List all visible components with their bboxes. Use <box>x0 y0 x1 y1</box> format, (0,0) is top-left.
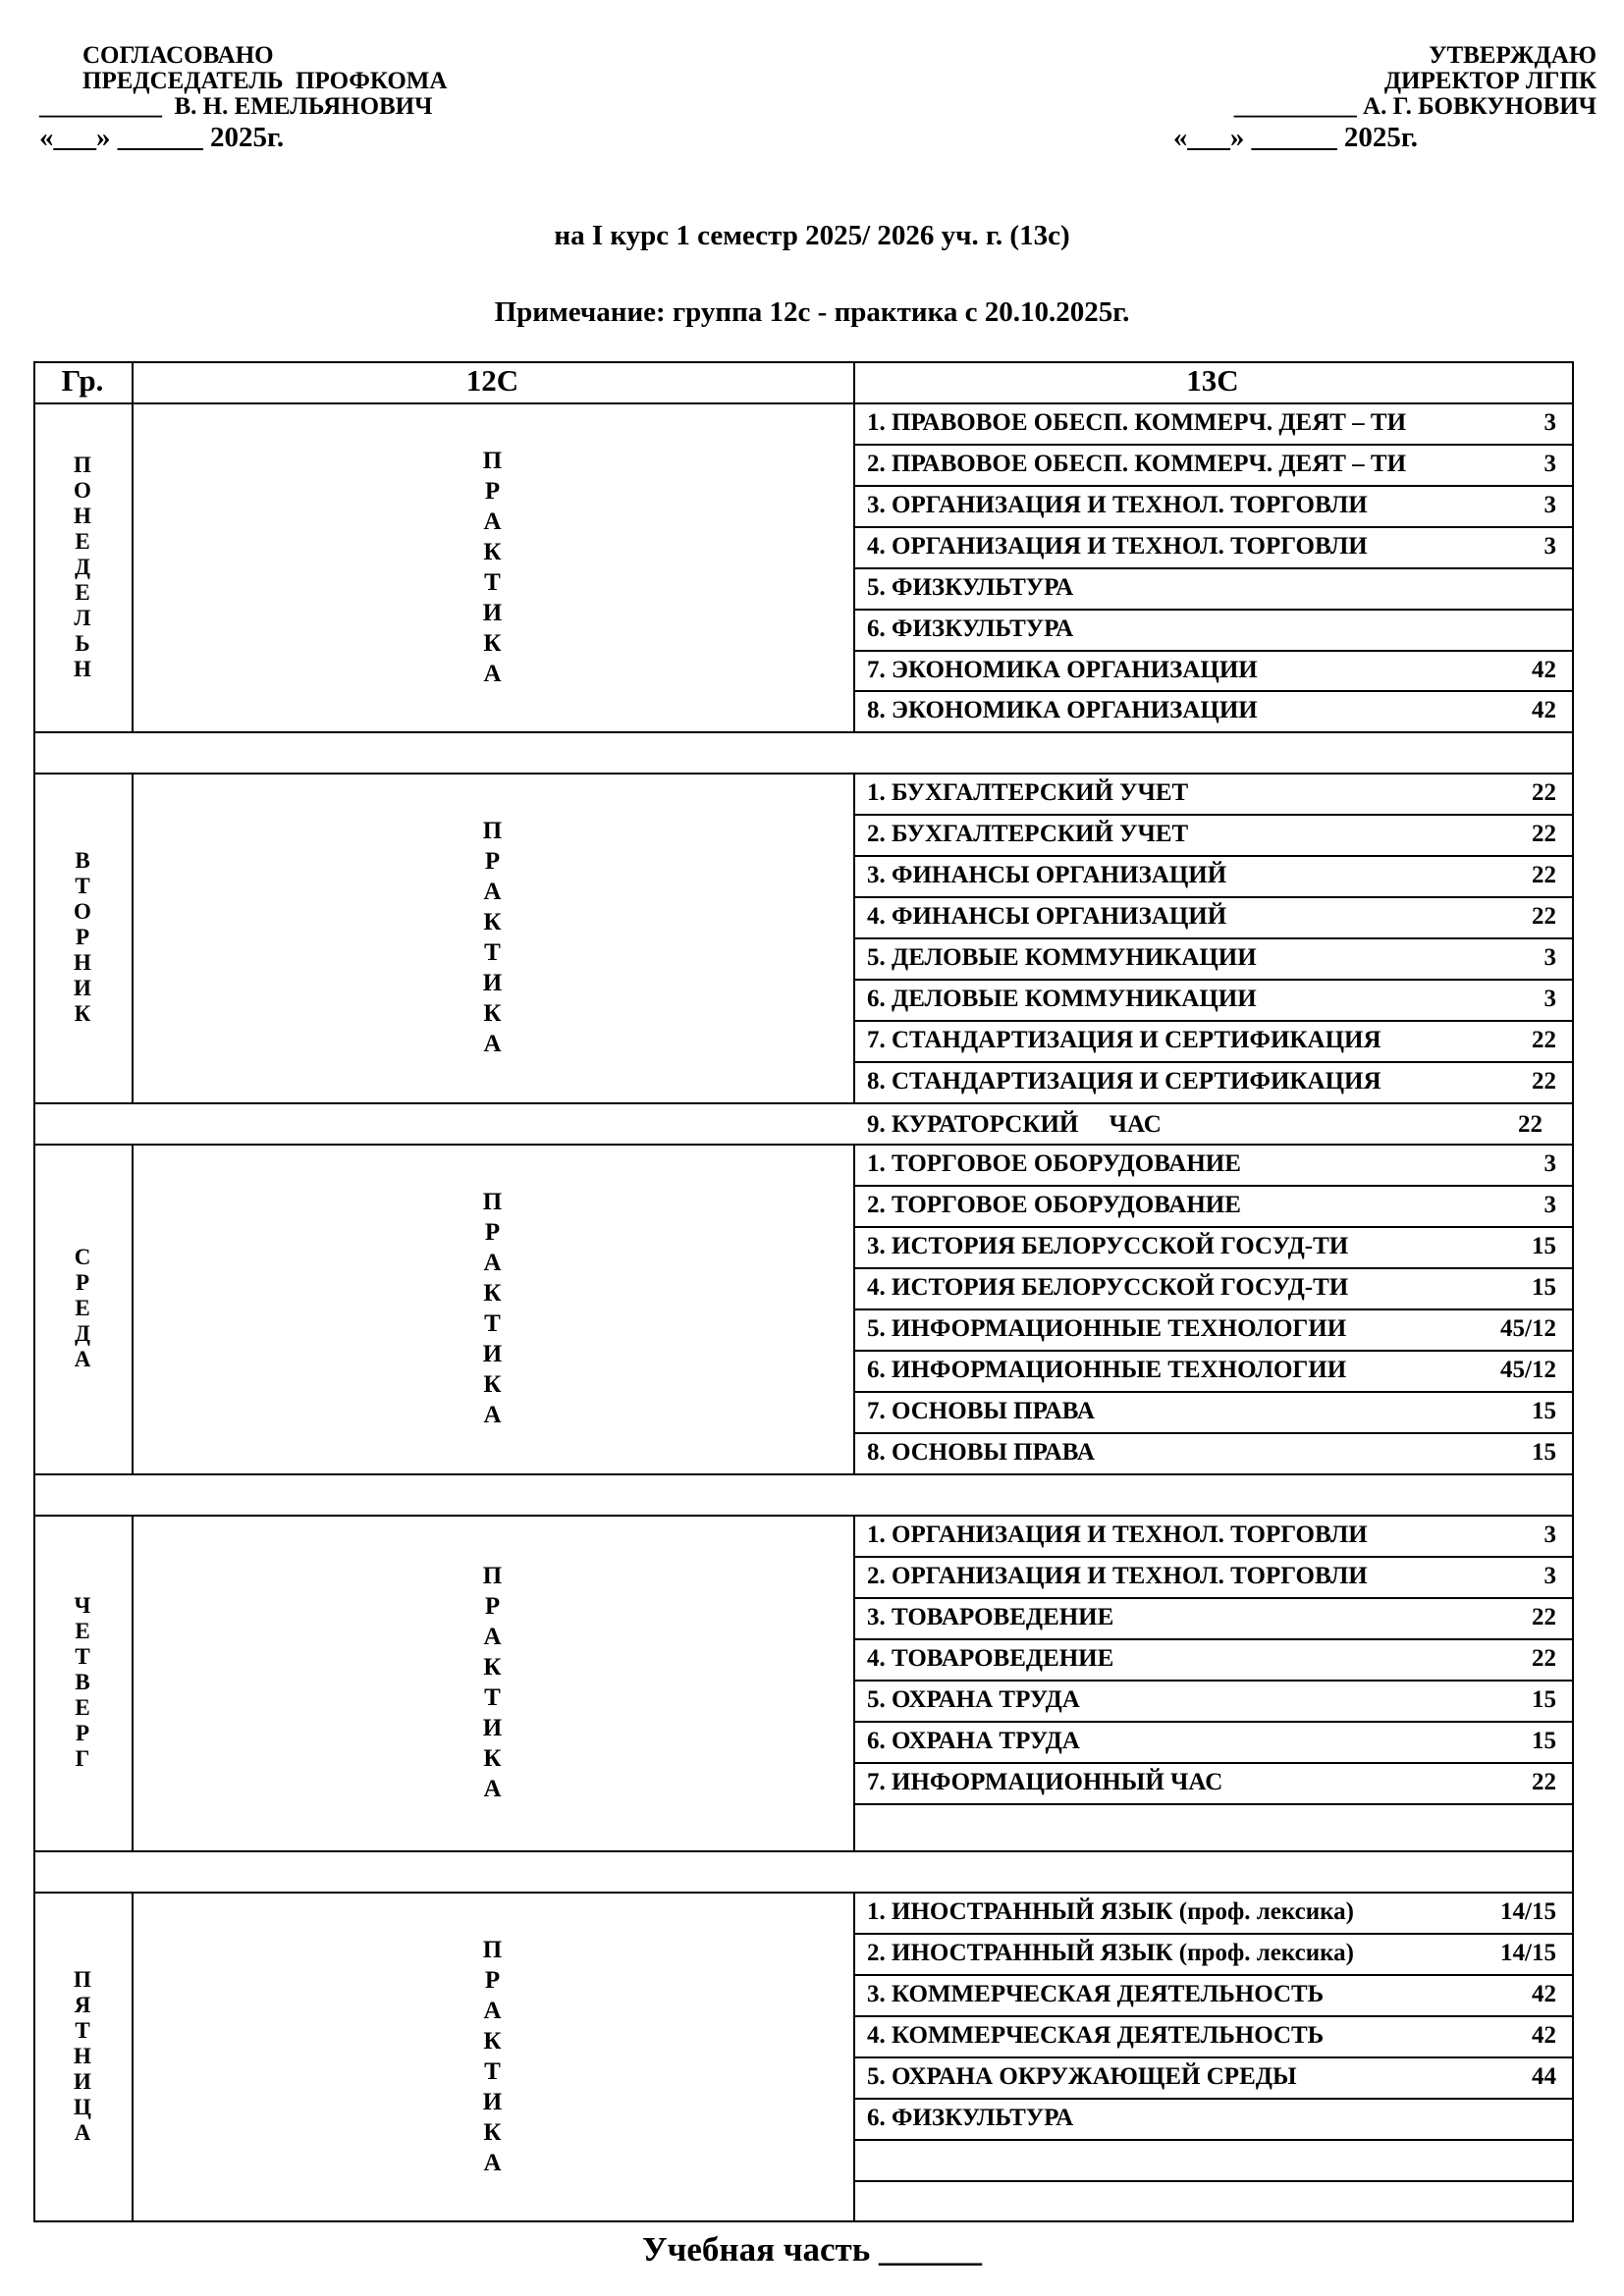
footer-signature: Учебная часть ______ <box>641 2230 983 2269</box>
day-letter: Н <box>74 503 91 528</box>
lesson-rule <box>853 1267 1574 1269</box>
practice-letter: Т <box>484 2057 501 2085</box>
lesson-room: 15 <box>1532 1686 1556 1713</box>
lesson-room: 15 <box>1532 1728 1556 1754</box>
lesson-room: 3 <box>1543 1150 1556 1177</box>
day-letter: Т <box>75 874 90 898</box>
day-name-3 <box>33 1245 132 1372</box>
practice-letter: П <box>482 1563 503 1589</box>
lesson-rule <box>853 1020 1574 1022</box>
practice-letter: К <box>483 2118 502 2146</box>
lesson-row <box>867 615 1556 649</box>
lesson-row <box>867 944 1556 978</box>
practice-letter: Р <box>484 1219 501 1246</box>
lesson-row <box>867 986 1556 1019</box>
practice-label-12c <box>132 816 853 1059</box>
day-letter: Т <box>75 2017 90 2043</box>
day-letter: И <box>74 2068 91 2094</box>
lesson-row <box>867 1274 1556 1308</box>
lesson-row <box>867 1233 1556 1266</box>
lesson-rule <box>853 1350 1574 1352</box>
practice-letter: К <box>483 1654 502 1681</box>
lesson-row <box>867 533 1556 566</box>
lesson-row <box>867 1686 1556 1720</box>
practice-letter: А <box>483 1031 502 1057</box>
lesson-row <box>867 1810 1556 1849</box>
lesson-row <box>867 821 1556 854</box>
lesson-row <box>867 1728 1556 1761</box>
lesson-row <box>867 1563 1556 1596</box>
lesson-room: 15 <box>1532 1398 1556 1424</box>
lesson-row <box>867 1981 1556 2014</box>
day-letter: В <box>75 848 90 873</box>
lesson-room: 42 <box>1532 2022 1556 2049</box>
lesson-room: 14/15 <box>1500 1940 1556 1966</box>
practice-letter: А <box>483 2149 502 2176</box>
approval-left-date: «___» ______ 2025г. <box>39 122 285 153</box>
day-letter: В <box>75 1670 90 1694</box>
lesson-room: 14/15 <box>1500 1898 1556 1925</box>
lesson-subject: 3. КОММЕРЧЕСКАЯ ДЕЯТЕЛЬНОСТЬ <box>867 1981 1325 2007</box>
lesson-row <box>867 1068 1556 1101</box>
lesson-room: 15 <box>1532 1233 1556 1259</box>
lesson-subject: 1. ИНОСТРАННЫЙ ЯЗЫК (проф. лексика) <box>867 1898 1354 1925</box>
lesson-room: 42 <box>1532 657 1556 683</box>
lesson-subject: 6. ФИЗКУЛЬТУРА <box>867 615 1074 642</box>
lesson-room: 3 <box>1543 1563 1556 1589</box>
lesson-row <box>867 451 1556 484</box>
lesson-row <box>867 2022 1556 2056</box>
lesson-row <box>867 492 1556 525</box>
lesson-room: 45/12 <box>1500 1357 1556 1383</box>
lesson-room: 22 <box>1532 821 1556 847</box>
day-letter: К <box>74 1001 91 1026</box>
lesson-rule <box>853 1308 1574 1310</box>
lesson-rule <box>853 2015 1574 2017</box>
lesson-room: 42 <box>1532 1981 1556 2007</box>
lesson-row <box>867 574 1556 608</box>
day-rule <box>33 402 1574 404</box>
day-letter: Л <box>74 605 91 630</box>
approval-block-left <box>39 42 448 155</box>
day-letter: Р <box>75 1721 90 1745</box>
lesson-rule <box>853 567 1574 569</box>
practice-letter: К <box>483 1745 502 1772</box>
lesson-row <box>867 1898 1556 1932</box>
day-rule <box>33 1102 1574 1104</box>
day-letter: Ч <box>74 1593 91 1618</box>
day-letter: Ц <box>74 2094 91 2119</box>
practice-letter: П <box>482 818 503 844</box>
lesson-row <box>867 1439 1556 1472</box>
lesson-rule <box>853 485 1574 487</box>
day-letter: Г <box>75 1746 90 1771</box>
lesson-rule <box>853 1721 1574 1723</box>
day-letter: Е <box>75 528 90 554</box>
lesson-room: 3 <box>1543 409 1556 436</box>
lesson-row <box>867 779 1556 813</box>
day-name-4 <box>33 1593 132 1772</box>
approval-left-line1: СОГЛАСОВАНО <box>82 42 274 69</box>
lesson-rule <box>853 1185 1574 1187</box>
day-name-2 <box>33 848 132 1027</box>
day-letter: И <box>74 976 91 1000</box>
approval-right-line2: ДИРЕКТОР ЛГПК <box>1383 68 1597 94</box>
lesson-subject: 3. ОРГАНИЗАЦИЯ И ТЕХНОЛ. ТОРГОВЛИ <box>867 492 1368 518</box>
lesson-subject: 2. БУХГАЛТЕРСКИЙ УЧЕТ <box>867 821 1189 847</box>
lesson-subject: 2. ТОРГОВОЕ ОБОРУДОВАНИЕ <box>867 1192 1241 1218</box>
day-letter: П <box>74 1966 91 1992</box>
day-letter: П <box>74 452 91 477</box>
lesson-room: 15 <box>1532 1274 1556 1301</box>
practice-letter: К <box>483 1280 502 1307</box>
day-rule <box>33 731 1574 733</box>
table-right-border <box>1572 361 1574 2222</box>
lesson-room: 42 <box>1532 697 1556 723</box>
lesson-rule <box>853 1933 1574 1935</box>
day-rule <box>33 1144 1574 1146</box>
lesson-row <box>867 1398 1556 1431</box>
practice-letter: Р <box>484 1966 501 1994</box>
practice-letter: П <box>482 447 503 474</box>
day-letter: Е <box>75 1695 90 1720</box>
lesson-rule <box>853 609 1574 611</box>
practice-letter: И <box>482 599 503 626</box>
practice-letter: А <box>483 1624 502 1650</box>
day-letter: Н <box>74 2043 91 2068</box>
practice-letter: Р <box>484 848 501 875</box>
lesson-row <box>867 1027 1556 1060</box>
day-letter: О <box>74 477 91 503</box>
practice-letter: Т <box>484 1310 501 1337</box>
practice-label-12c <box>132 446 853 689</box>
lesson-room: 22 <box>1532 1604 1556 1630</box>
practice-letter: К <box>483 1371 502 1398</box>
lesson-row <box>867 1522 1556 1555</box>
practice-letter: Р <box>484 477 501 505</box>
lesson-rule <box>853 1974 1574 1976</box>
practice-letter: Т <box>484 1684 501 1711</box>
lesson-room: 3 <box>1543 451 1556 477</box>
lesson-room: 22 <box>1518 1111 1543 1138</box>
lesson-subject: 5. ДЕЛОВЫЕ КОММУНИКАЦИИ <box>867 944 1257 971</box>
lesson-subject: 2. ОРГАНИЗАЦИЯ И ТЕХНОЛ. ТОРГОВЛИ <box>867 1563 1368 1589</box>
lesson-row <box>867 1940 1556 1973</box>
lesson-rule <box>853 1432 1574 1434</box>
lesson-subject: 6. ДЕЛОВЫЕ КОММУНИКАЦИИ <box>867 986 1257 1012</box>
day-letter: Д <box>75 554 90 579</box>
lesson-room: 22 <box>1532 1027 1556 1053</box>
day-letter: Е <box>75 1296 90 1320</box>
day-letter: А <box>74 1347 91 1371</box>
lesson-row <box>867 903 1556 936</box>
lesson-room: 22 <box>1532 862 1556 888</box>
day-letter: Е <box>75 1619 90 1643</box>
lesson-subject: 6. ИНФОРМАЦИОННЫЕ ТЕХНОЛОГИИ <box>867 1357 1347 1383</box>
approval-right-date: «___» ______ 2025г. <box>1172 122 1418 153</box>
practice-letter: А <box>483 660 502 687</box>
practice-letter: И <box>482 1341 503 1367</box>
practice-letter: А <box>483 1776 502 1802</box>
practice-letter: И <box>482 2088 503 2115</box>
lesson-rule <box>853 690 1574 692</box>
day-letter: А <box>74 2119 91 2145</box>
lesson-room: 3 <box>1543 1522 1556 1548</box>
lesson-subject: 5. ФИЗКУЛЬТУРА <box>867 574 1074 601</box>
lesson-subject: 7. ОСНОВЫ ПРАВА <box>867 1398 1095 1424</box>
practice-label-12c <box>132 1935 853 2178</box>
practice-letter: К <box>483 1000 502 1027</box>
lesson-subject: 3. ИСТОРИЯ БЕЛОРУССКОЙ ГОСУД-ТИ <box>867 1233 1349 1259</box>
lesson-subject: 4. ИСТОРИЯ БЕЛОРУССКОЙ ГОСУД-ТИ <box>867 1274 1349 1301</box>
lesson-row <box>867 2187 1556 2219</box>
lesson-subject: 8. СТАНДАРТИЗАЦИЯ И СЕРТИФИКАЦИЯ <box>867 1068 1381 1095</box>
lesson-rule <box>853 2139 1574 2141</box>
day-name-5 <box>33 1967 132 2146</box>
col-divider <box>853 1515 855 1852</box>
lesson-subject: 3. ФИНАНСЫ ОРГАНИЗАЦИЙ <box>867 862 1227 888</box>
lesson-room: 15 <box>1532 1439 1556 1466</box>
lesson-subject: 5. ИНФОРМАЦИОННЫЕ ТЕХНОЛОГИИ <box>867 1315 1347 1342</box>
day-letter: Е <box>75 579 90 605</box>
lesson-subject: 2. ПРАВОВОЕ ОБЕСП. КОММЕРЧ. ДЕЯТ – ТИ <box>867 451 1407 477</box>
lesson-subject: 6. ФИЗКУЛЬТУРА <box>867 2105 1074 2131</box>
approval-left-signature: __________ В. Н. ЕМЕЛЬЯНОВИЧ <box>39 93 433 120</box>
practice-label-12c <box>132 1561 853 1804</box>
lesson-subject: 9. КУРАТОРСКИЙ ЧАС <box>867 1111 1162 1138</box>
lesson-subject: 8. ЭКОНОМИКА ОРГАНИЗАЦИИ <box>867 697 1258 723</box>
lesson-rule <box>853 2180 1574 2182</box>
lesson-room: 3 <box>1543 1192 1556 1218</box>
lesson-subject: 4. ТОВАРОВЕДЕНИЕ <box>867 1645 1114 1672</box>
lesson-row <box>867 657 1556 689</box>
lesson-rule <box>853 1762 1574 1764</box>
lesson-room: 22 <box>1532 903 1556 930</box>
lesson-row <box>867 862 1556 895</box>
lesson-rule <box>853 2098 1574 2100</box>
day-letter: Р <box>75 1270 90 1295</box>
lesson-room: 22 <box>1532 1645 1556 1672</box>
day-letter: О <box>74 899 91 924</box>
header-group-13c: 13С <box>1186 363 1239 398</box>
lesson-subject: 1. ОРГАНИЗАЦИЯ И ТЕХНОЛ. ТОРГОВЛИ <box>867 1522 1368 1548</box>
lesson-subject: 8. ОСНОВЫ ПРАВА <box>867 1439 1095 1466</box>
lesson-subject: 1. БУХГАЛТЕРСКИЙ УЧЕТ <box>867 779 1189 806</box>
practice-letter: Р <box>484 1593 501 1620</box>
day-rule <box>33 2220 1574 2222</box>
lesson-rule <box>853 1061 1574 1063</box>
lesson-row <box>867 697 1556 730</box>
day-letter: Н <box>74 950 91 975</box>
lesson-rule <box>853 1556 1574 1558</box>
day-letter: Т <box>75 1644 90 1669</box>
approval-left-line2: ПРЕДСЕДАТЕЛЬ ПРОФКОМА <box>82 68 448 94</box>
lesson-rule <box>853 526 1574 528</box>
lesson-subject: 1. ТОРГОВОЕ ОБОРУДОВАНИЕ <box>867 1150 1241 1177</box>
lesson-subject: 6. ОХРАНА ТРУДА <box>867 1728 1080 1754</box>
day-letter: Н <box>74 656 91 681</box>
lesson-room: 3 <box>1543 492 1556 518</box>
lesson-rule <box>853 1226 1574 1228</box>
lesson-row <box>867 1150 1556 1184</box>
lesson-row <box>867 1645 1556 1679</box>
lesson-subject: 4. ФИНАНСЫ ОРГАНИЗАЦИЙ <box>867 903 1227 930</box>
practice-letter: А <box>483 1250 502 1276</box>
practice-letter: А <box>483 879 502 905</box>
lesson-room: 22 <box>1532 1068 1556 1095</box>
lesson-subject: 7. ЭКОНОМИКА ОРГАНИЗАЦИИ <box>867 657 1258 683</box>
lesson-subject: 5. ОХРАНА ОКРУЖАЮЩЕЙ СРЕДЫ <box>867 2063 1297 2090</box>
lesson-rule <box>853 2056 1574 2058</box>
lesson-row <box>867 1357 1556 1390</box>
practice-label-12c <box>132 1187 853 1430</box>
lesson-row <box>867 1604 1556 1637</box>
day-rule <box>33 1515 1574 1517</box>
schedule-note: Примечание: группа 12с - практика с 20.10.2025г. <box>494 296 1130 328</box>
lesson-row-extra <box>867 1111 1556 1139</box>
day-rule <box>33 1473 1574 1475</box>
lesson-room: 3 <box>1543 944 1556 971</box>
day-rule <box>33 1892 1574 1894</box>
lesson-rule <box>853 1803 1574 1805</box>
lesson-subject: 2. ИНОСТРАННЫЙ ЯЗЫК (проф. лексика) <box>867 1940 1354 1966</box>
day-name-1 <box>33 453 132 682</box>
lesson-subject: 5. ОХРАНА ТРУДА <box>867 1686 1080 1713</box>
practice-letter: К <box>483 538 502 565</box>
day-letter: Ь <box>75 630 90 656</box>
approval-right-line1: УТВЕРЖДАЮ <box>1429 42 1597 69</box>
day-letter: Р <box>75 925 90 949</box>
lesson-room: 3 <box>1543 533 1556 560</box>
lesson-rule <box>853 444 1574 446</box>
lesson-rule <box>853 1680 1574 1682</box>
schedule-title: на I курс 1 семестр 2025/ 2026 уч. г. (13с) <box>554 220 1070 251</box>
lesson-rule <box>853 896 1574 898</box>
lesson-row <box>867 1769 1556 1802</box>
lesson-room: 22 <box>1532 779 1556 806</box>
header-group-label: Гр. <box>61 363 104 398</box>
lesson-rule <box>853 814 1574 816</box>
practice-letter: К <box>483 909 502 935</box>
practice-letter: Т <box>484 939 501 966</box>
lesson-subject: 4. КОММЕРЧЕСКАЯ ДЕЯТЕЛЬНОСТЬ <box>867 2022 1325 2049</box>
practice-letter: И <box>482 970 503 996</box>
practice-letter: А <box>483 1997 502 2024</box>
lesson-room: 3 <box>1543 986 1556 1012</box>
practice-letter: А <box>483 507 502 535</box>
lesson-rule <box>853 650 1574 652</box>
header-group-12c: 12С <box>465 363 519 398</box>
lesson-row <box>867 2063 1556 2097</box>
lesson-rule <box>853 1597 1574 1599</box>
practice-letter: Т <box>484 568 501 596</box>
lesson-row <box>867 2146 1556 2179</box>
lesson-subject: 1. ПРАВОВОЕ ОБЕСП. КОММЕРЧ. ДЕЯТ – ТИ <box>867 409 1407 436</box>
lesson-row <box>867 2105 1556 2138</box>
lesson-room: 44 <box>1532 2063 1556 2090</box>
day-letter: С <box>74 1245 91 1269</box>
practice-letter: А <box>483 1402 502 1428</box>
lesson-rule <box>853 1391 1574 1393</box>
lesson-rule <box>853 1638 1574 1640</box>
lesson-row <box>867 1315 1556 1349</box>
practice-letter: К <box>483 2027 502 2055</box>
lesson-row <box>867 409 1556 443</box>
practice-letter: К <box>483 629 502 657</box>
lesson-rule <box>853 855 1574 857</box>
lesson-subject: 7. СТАНДАРТИЗАЦИЯ И СЕРТИФИКАЦИЯ <box>867 1027 1381 1053</box>
lesson-subject: 7. ИНФОРМАЦИОННЫЙ ЧАС <box>867 1769 1223 1795</box>
lesson-rule <box>853 937 1574 939</box>
day-rule <box>33 773 1574 774</box>
lesson-subject: 4. ОРГАНИЗАЦИЯ И ТЕХНОЛ. ТОРГОВЛИ <box>867 533 1368 560</box>
day-rule <box>33 1850 1574 1852</box>
lesson-subject: 3. ТОВАРОВЕДЕНИЕ <box>867 1604 1114 1630</box>
lesson-room: 45/12 <box>1500 1315 1556 1342</box>
approval-block-right <box>1173 43 1597 155</box>
approval-right-signature: __________ А. Г. БОВКУНОВИЧ <box>1233 93 1597 120</box>
day-letter: Я <box>74 1992 91 2017</box>
lesson-rule <box>853 979 1574 981</box>
lesson-row <box>867 1192 1556 1225</box>
practice-letter: И <box>482 1715 503 1741</box>
lesson-room: 22 <box>1532 1769 1556 1795</box>
practice-letter: П <box>482 1936 503 1963</box>
day-letter: Д <box>75 1321 90 1346</box>
practice-letter: П <box>482 1189 503 1215</box>
